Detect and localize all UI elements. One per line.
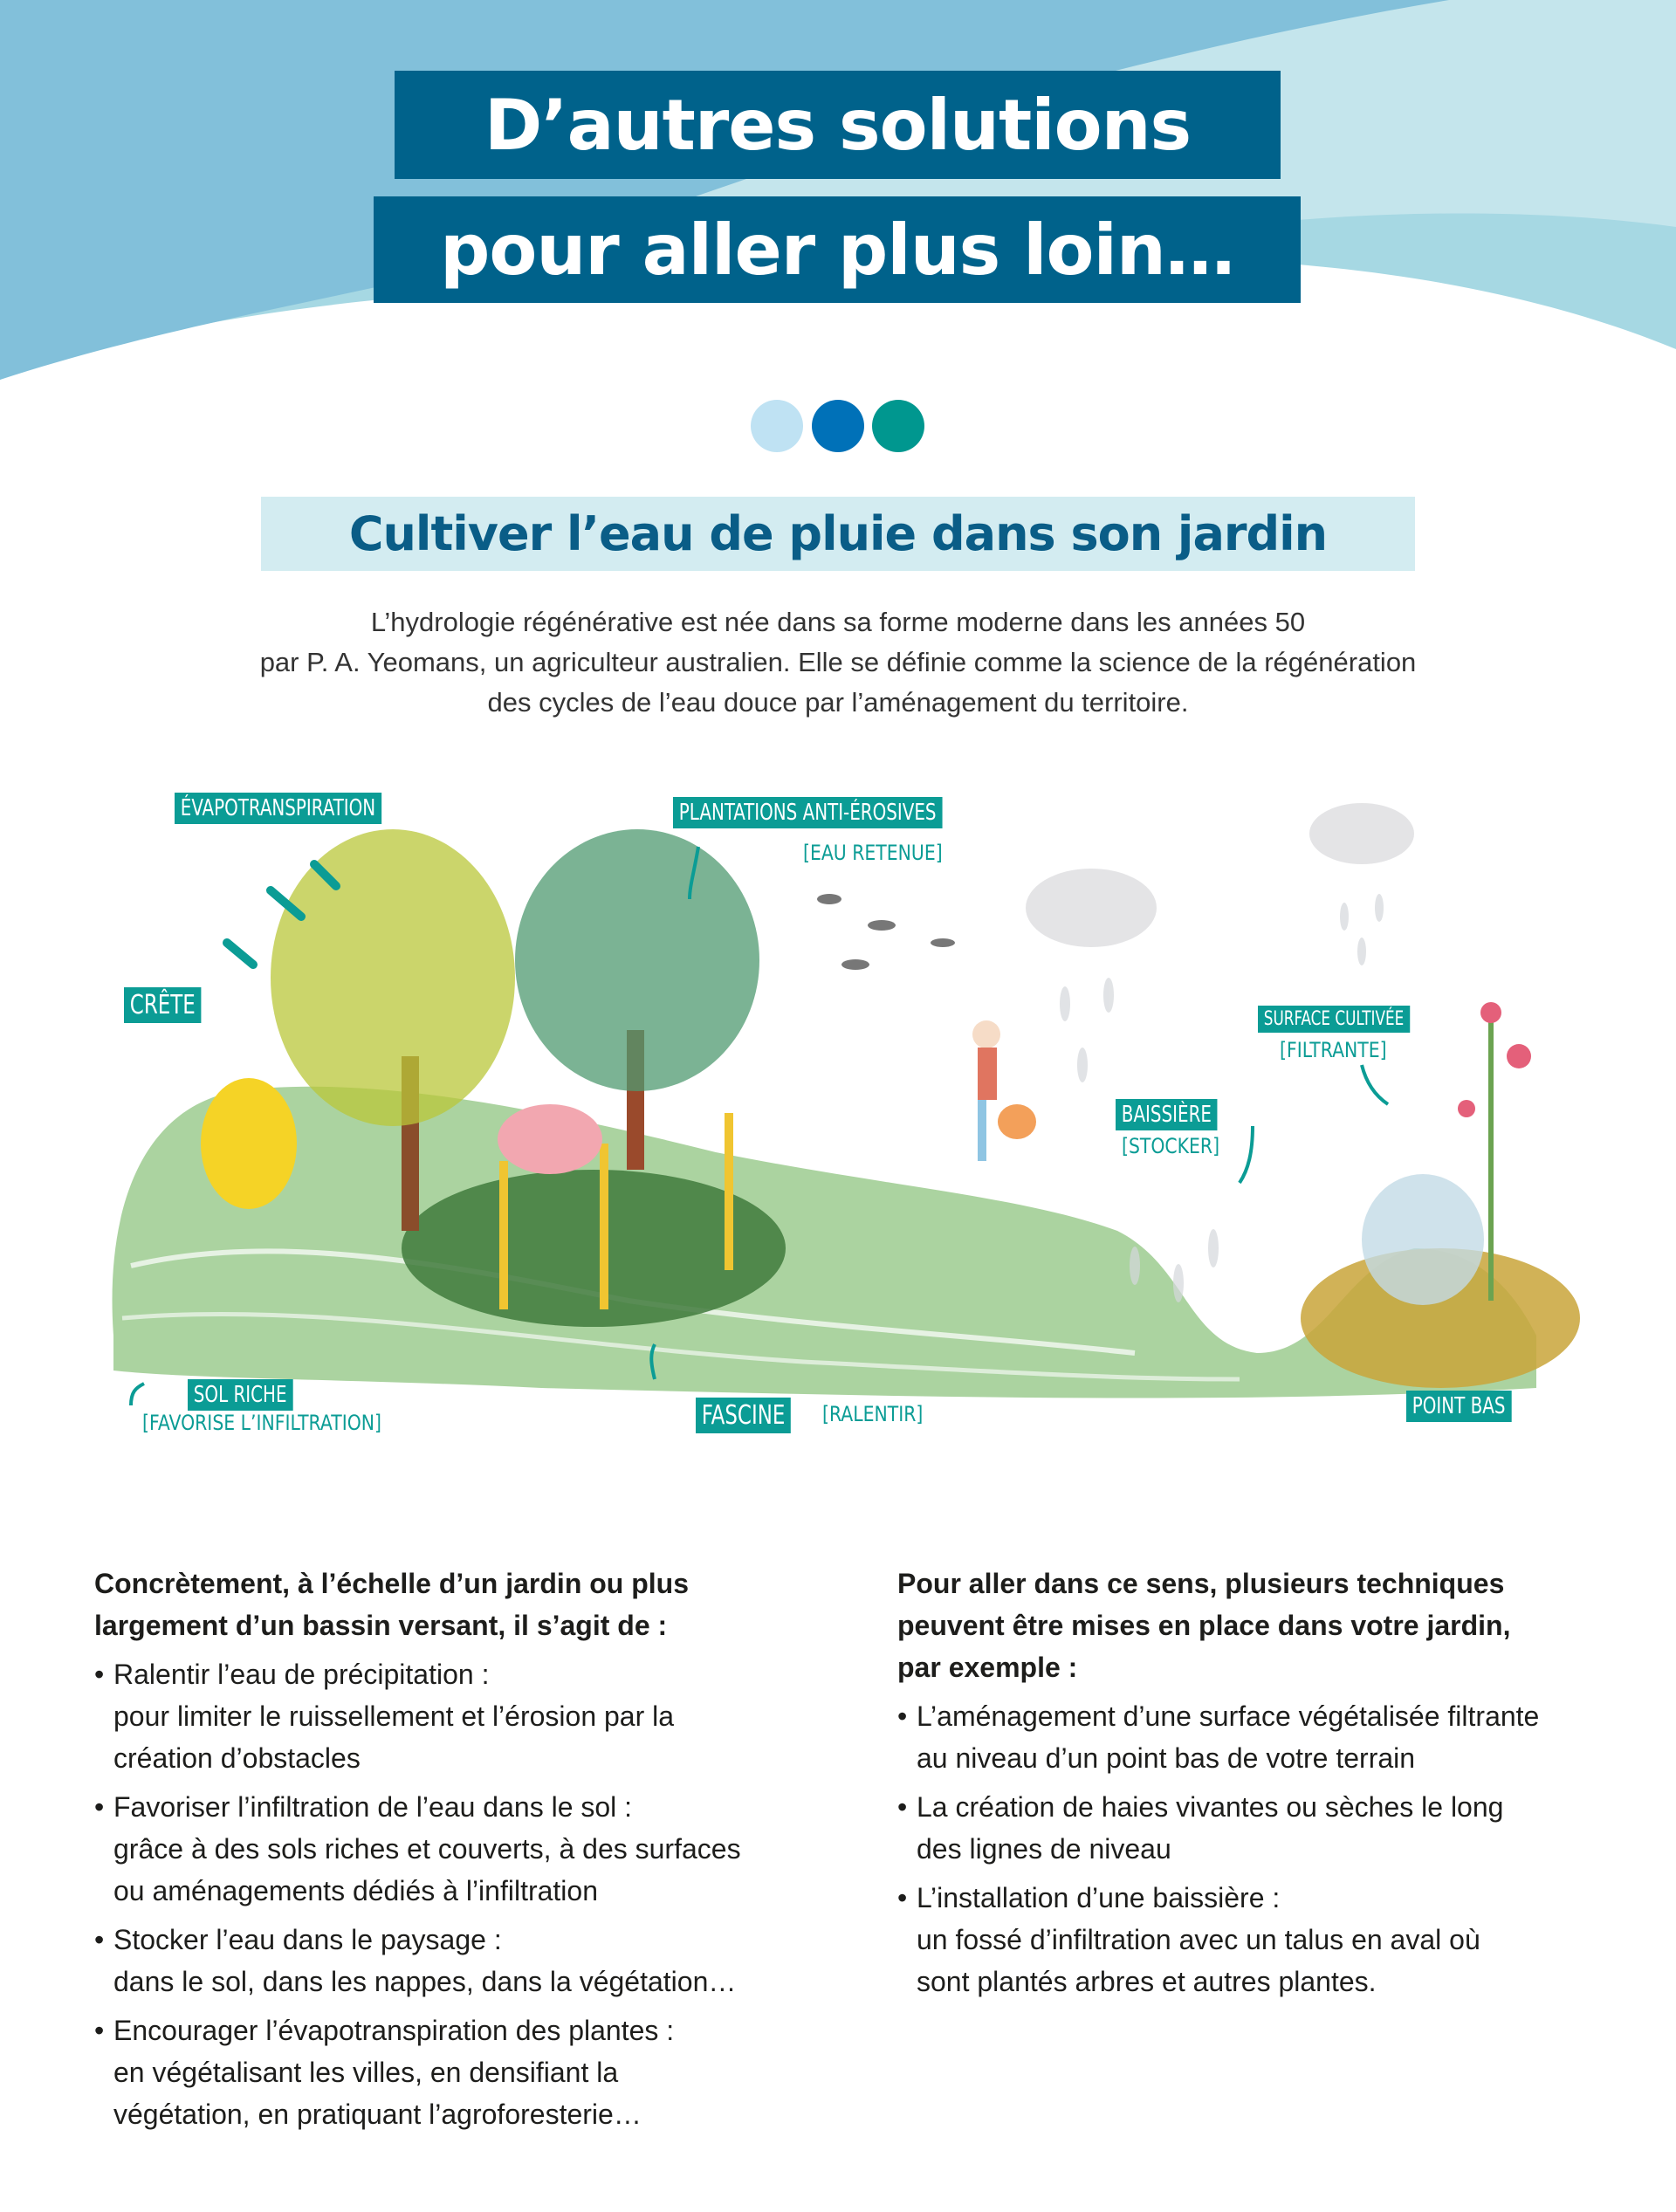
item-line: • Favoriser l’infiltration de l’eau dans le sol : <box>113 1791 633 1823</box>
item-line: • Stocker l’eau dans le paysage : <box>113 1924 502 1955</box>
label-plantations: PLANTATIONS ANTI-ÉROSIVES <box>673 797 942 828</box>
item-line: en végétalisant les villes, en densifiant la <box>113 2057 619 2088</box>
title-line-1: D’autres solutions <box>395 71 1281 179</box>
item-line: un fossé d’infiltration avec un talus en aval où <box>917 1924 1480 1955</box>
section-title: Cultiver l’eau de pluie dans son jardin <box>261 497 1415 571</box>
item-line: • Encourager l’évapotranspiration des plantes : <box>113 2015 675 2046</box>
label-baissiere-note: [STOCKER] <box>1122 1134 1220 1158</box>
item-line: • L’aménagement d’une surface végétalisée filtrante <box>917 1700 1540 1732</box>
list-item <box>897 1877 1613 2002</box>
decor-dot-blue <box>812 400 864 452</box>
label-baissiere: BAISSIÈRE <box>1116 1099 1218 1130</box>
item-line: • La création de haies vivantes ou sèches le long <box>917 1791 1504 1823</box>
item-line: végétation, en pratiquant l’agroforesterie… <box>113 2099 642 2130</box>
heading-line: par exemple : <box>897 1652 1078 1683</box>
label-plantations-note: [EAU RETENUE] <box>803 841 943 865</box>
intro-paragraph <box>140 602 1536 723</box>
list-item <box>94 1786 810 1912</box>
item-line: au niveau d’un point bas de votre terrain <box>917 1742 1416 1774</box>
left-list <box>94 1653 810 2135</box>
right-heading <box>897 1563 1613 1688</box>
label-fascine-note: [RALENTIR] <box>822 1402 924 1426</box>
intro-line: par P. A. Yeomans, un agriculteur australien. Elle se définie comme la science de la régénération <box>259 647 1417 677</box>
heading-line: Concrètement, à l’échelle d’un jardin ou plus <box>94 1568 690 1599</box>
label-point-bas: POINT BAS <box>1406 1391 1511 1422</box>
decor-dot-light <box>751 400 803 452</box>
label-surface-note: [FILTRANTE] <box>1280 1038 1387 1062</box>
item-line: • L’installation d’une baissière : <box>917 1882 1281 1913</box>
intro-line: L’hydrologie régénérative est née dans sa forme moderne dans les années 50 <box>370 607 1306 637</box>
item-line: dans le sol, dans les nappes, dans la végétation… <box>113 1966 737 1997</box>
item-line: grâce à des sols riches et couverts, à des surfaces <box>113 1833 741 1865</box>
decor-dot-teal <box>872 400 924 452</box>
header-wave-background <box>0 0 1676 384</box>
item-line: • Ralentir l’eau de précipitation : <box>113 1659 490 1690</box>
label-fascine: FASCINE <box>696 1398 791 1433</box>
right-list <box>897 1695 1613 2002</box>
list-item <box>94 1919 810 2002</box>
title-line-2: pour aller plus loin… <box>374 196 1301 303</box>
left-column <box>94 1563 810 2142</box>
heading-line: largement d’un bassin versant, il s’agit de : <box>94 1610 668 1641</box>
item-line: pour limiter le ruissellement et l’érosion par la <box>113 1700 675 1732</box>
heading-line: Pour aller dans ce sens, plusieurs techniques <box>897 1568 1505 1599</box>
label-surface-cultivee: SURFACE CULTIVÉE <box>1258 1006 1410 1033</box>
item-line: des lignes de niveau <box>917 1833 1171 1865</box>
item-line: création d’obstacles <box>113 1742 361 1774</box>
garden-illustration <box>105 777 1580 1458</box>
label-evapotranspiration: ÉVAPOTRANSPIRATION <box>175 793 381 824</box>
label-crete: CRÊTE <box>124 987 202 1023</box>
label-sol-riche: SOL RICHE <box>188 1379 292 1411</box>
list-item <box>94 2009 810 2135</box>
list-item <box>94 1653 810 1779</box>
intro-line: des cycles de l’eau douce par l’aménagement du territoire. <box>487 687 1189 718</box>
left-heading <box>94 1563 810 1646</box>
list-item <box>897 1786 1613 1870</box>
heading-line: peuvent être mises en place dans votre jardin, <box>897 1610 1511 1641</box>
label-sol-note: [FAVORISE L’INFILTRATION] <box>142 1411 382 1435</box>
right-column <box>897 1563 1613 2009</box>
item-line: ou aménagements dédiés à l’infiltration <box>113 1875 598 1906</box>
list-item <box>897 1695 1613 1779</box>
item-line: sont plantés arbres et autres plantes. <box>917 1966 1377 1997</box>
